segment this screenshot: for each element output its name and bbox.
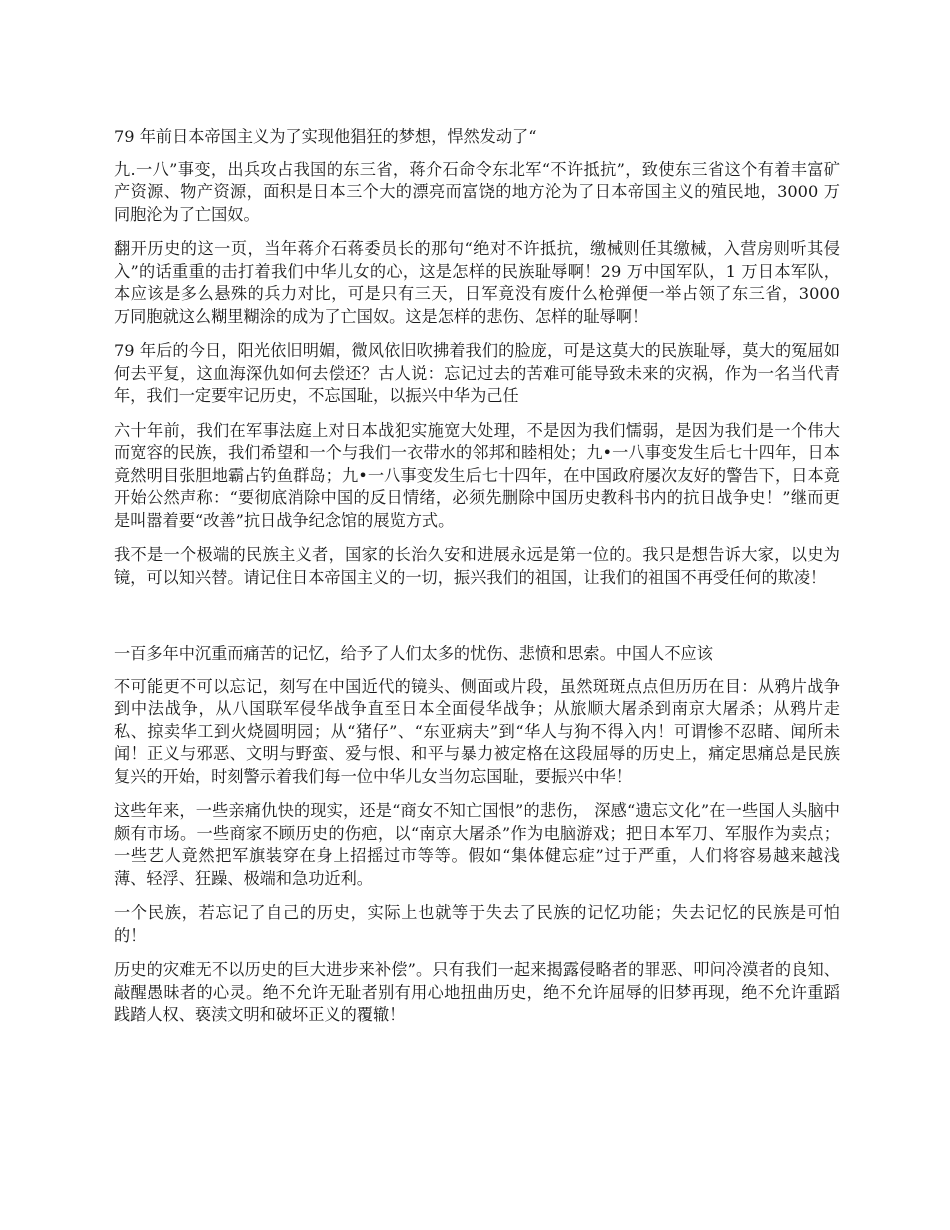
paragraph-9: 这些年来，一些亲痛仇快的现实，还是“商女不知亡国恨”的悲伤， 深感“遗忘文化”在一些国人头脑中颇有市场。一些商家不顾历史的伤疤，以“南京大屠杀”作为电脑游戏；把日本军刀、军服作为卖点；一些艺人竟然把军旗装穿在身上招摇过市等等。假如“集体健忘症”过于严重，人们将容易越来越浅薄、轻浮、狂躁、极端和急功近利。 [114,801,840,888]
paragraph-11: 历史的灾难无不以历史的巨大进步来补偿”。只有我们一起来揭露侵略者的罪恶、叩问冷漠者的良知、敲醒愚昧者的心灵。绝不允许无耻者别有用心地扭曲历史，绝不允许屈辱的旧梦再现，绝不允许重蹈践踏人权、亵渎文明和破坏正义的覆辙！ [114,960,840,1024]
paragraph-8: 不可能更不可以忘记，刻写在中国近代的镜头、侧面或片段，虽然斑斑点点但历历在目：从鸦片战争到中法战争，从八国联军侵华战争直至日本全面侵华战争；从旅顺大屠杀到南京大屠杀；从鸦片走私、掠卖华工到火烧圆明园；从“猪仔”、“东亚病夫”到“华人与狗不得入内！可谓惨不忍睹、闻所未闻！正义与邪恶、文明与野蛮、爱与恨、和平与暴力被定格在这段屈辱的历史上，痛定思痛总是民族复兴的开始，时刻警示着我们每一位中华儿女当勿忘国耻，要振兴中华！ [114,676,840,786]
paragraph-1: 79 年前日本帝国主义为了实现他猖狂的梦想，悍然发动了“ [114,127,537,146]
section-gap [114,601,840,643]
paragraph-6: 我不是一个极端的民族主义者，国家的长治久安和进展永远是第一位的。我只是想告诉大家，以史为镜，可以知兴替。请记住日本帝国主义的一切，振兴我们的祖国，让我们的祖国不再受任何的欺凌！ [114,545,840,587]
paragraph-3: 翻开历史的这一页，当年蒋介石蒋委员长的那句“绝对不许抵抗，缴械则任其缴械，入营房则听其侵入”的话重重的击打着我们中华儿女的心，这是怎样的民族耻辱啊！29 万中国军队，1 万日本军队，本应该是多么悬殊的兵力对比，可是只有三天，日军竟没有废什么枪弹便一举占领了东三省，3000 万同胞就这么糊里糊涂的成为了亡国奴。这是怎样的悲伤、怎样的耻辱啊！ [114,239,840,326]
document-body [114,126,840,1039]
paragraph-4: 79 年后的今日，阳光依旧明媚，微风依旧吹拂着我们的脸庞，可是这莫大的民族耻辱，莫大的冤屈如何去平复，这血海深仇如何去偿还？古人说：忘记过去的苦难可能导致未来的灾祸，作为一名当代青年，我们一定要牢记历史，不忘国耻，以振兴中华为己任 [114,341,840,405]
paragraph-10: 一个民族，若忘记了自己的历史，实际上也就等于失去了民族的记忆功能；失去记忆的民族是可怕的！ [114,903,840,945]
paragraph-7: 一百多年中沉重而痛苦的记忆，给予了人们太多的忧伤、悲愤和思索。中国人不应该 [114,644,713,663]
paragraph-2: 九.一八”事变，出兵攻占我国的东三省，蒋介石命令东北军“不许抵抗”，致使东三省这个有着丰富矿产资源、物产资源，面积是日本三个大的漂亮而富饶的地方沦为了日本帝国主义的殖民地，3000 万同胞沦为了亡国奴。 [114,159,840,224]
paragraph-5: 六十年前，我们在军事法庭上对日本战犯实施宽大处理，不是因为我们懦弱，是因为我们是一个伟大而宽容的民族，我们希望和一个与我们一衣带水的邻邦和睦相处；九•一八事变发生后七十四年，日本竟然明目张胆地霸占钓鱼群岛；九•一八事变发生后七十四年，在中国政府屡次友好的警告下，日本竟开始公然声称：“要彻底消除中国的反日情绪，必须先删除中国历史教科书内的抗日战争史！”继而更是叫嚣着要“改善”抗日战争纪念馆的展览方式。 [114,420,840,530]
